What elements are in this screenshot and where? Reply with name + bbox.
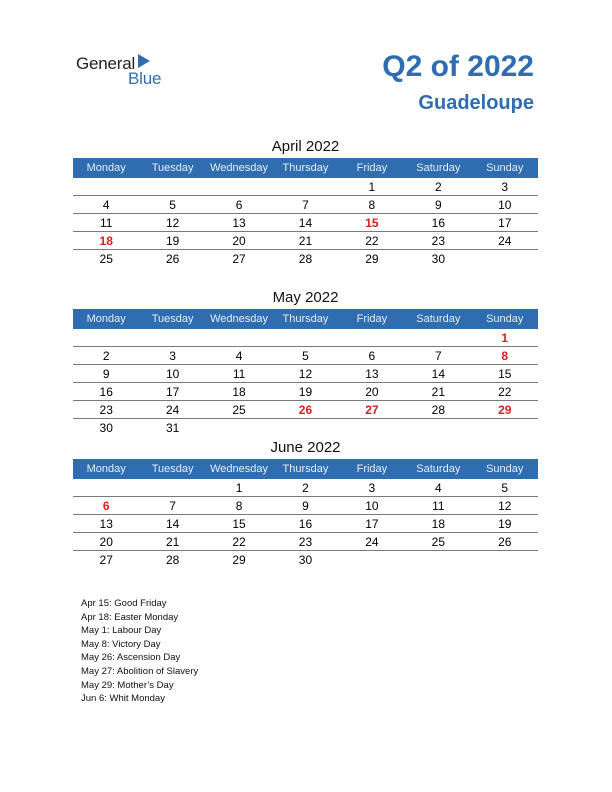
day-cell: 12 (165, 216, 180, 230)
day-cell: 29 (232, 553, 246, 567)
weekday-label: Thursday (282, 162, 329, 174)
day-cell: 6 (368, 349, 376, 363)
weekday-label: Tuesday (151, 313, 194, 325)
day-cell (339, 551, 405, 568)
weekday-label: Friday (356, 313, 388, 325)
logo-general-text: General (76, 54, 136, 73)
weekday-label: Wednesday (210, 313, 268, 325)
day-cell: 2 (302, 481, 309, 495)
day-cell: 24 (165, 403, 180, 417)
day-cell: 22 (498, 385, 512, 399)
week-row (73, 497, 538, 515)
day-cell: 2 (434, 180, 442, 194)
day-cell: 5 (501, 481, 509, 495)
day-cell: 28 (165, 553, 180, 567)
day-cell: 1 (235, 481, 243, 495)
month-june (73, 437, 538, 568)
day-cell (139, 329, 205, 346)
week-row (73, 329, 538, 347)
day-cell: 10 (165, 367, 180, 381)
day-cell: 30 (298, 553, 313, 567)
day-cell: 12 (298, 367, 313, 381)
day-cell (272, 329, 338, 346)
weekday-label: Wednesday (210, 162, 268, 174)
weekday-label: Monday (86, 463, 126, 475)
day-cell (206, 329, 272, 346)
day-cell: 11 (432, 499, 445, 513)
weekday-label: Sunday (486, 313, 524, 325)
day-cell: 23 (298, 535, 313, 549)
day-cell: 7 (169, 499, 176, 513)
holiday-item: May 27: Abolition of Slavery (81, 665, 199, 677)
weekday-header (73, 309, 538, 329)
day-cell (139, 178, 205, 195)
day-cell: 16 (298, 517, 313, 531)
day-cell: 30 (99, 421, 113, 435)
day-cell: 19 (165, 234, 180, 248)
week-row (73, 196, 538, 214)
holiday-item: Apr 15: Good Friday (81, 598, 167, 609)
day-cell: 8 (368, 198, 376, 212)
holiday-day-cell: 29 (498, 403, 512, 417)
day-cell: 18 (232, 385, 246, 399)
holiday-item: Apr 18: Easter Monday (81, 611, 179, 623)
week-row (73, 533, 538, 551)
week-row (73, 214, 538, 232)
day-cell (272, 178, 338, 195)
holiday-day-cell: 18 (99, 234, 113, 248)
day-cell: 13 (99, 517, 113, 531)
day-cell: 19 (298, 385, 313, 399)
weekday-label: Tuesday (151, 162, 194, 174)
weekday-label: Saturday (416, 463, 461, 475)
day-cell: 10 (365, 499, 379, 513)
day-cell: 27 (232, 252, 246, 266)
day-cell: 5 (302, 349, 309, 363)
day-cell (73, 178, 139, 195)
day-cell: 31 (165, 421, 180, 435)
day-cell: 24 (365, 535, 379, 549)
generalblue-logo (76, 54, 176, 88)
weekday-label: Wednesday (210, 463, 268, 475)
holiday-item: May 8: Victory Day (81, 638, 161, 650)
weekday-label: Saturday (416, 162, 461, 174)
day-cell: 20 (99, 535, 113, 549)
day-cell: 21 (431, 385, 445, 399)
month-april (73, 136, 538, 267)
week-row (73, 515, 538, 533)
day-cell: 27 (99, 553, 113, 567)
day-cell: 17 (365, 517, 379, 531)
logo-blue-text: Blue (128, 69, 162, 88)
weekday-label: Monday (86, 162, 126, 174)
week-row (73, 178, 538, 196)
day-cell: 29 (365, 252, 379, 266)
holiday-list (81, 597, 198, 706)
day-cell: 2 (102, 349, 110, 363)
day-cell (73, 329, 139, 346)
weekday-label: Sunday (486, 162, 524, 174)
day-cell: 19 (498, 517, 512, 531)
day-cell: 14 (298, 216, 313, 230)
day-cell: 7 (434, 349, 442, 363)
holiday-day-cell: 1 (501, 331, 509, 345)
weekday-label: Thursday (282, 313, 329, 325)
day-cell: 20 (365, 385, 379, 399)
month-title: June 2022 (270, 439, 341, 456)
weekday-label: Friday (356, 162, 388, 174)
week-row (73, 232, 538, 250)
day-cell: 13 (365, 367, 379, 381)
holiday-item: May 1: Labour Day (81, 625, 162, 637)
weekday-label: Monday (86, 313, 126, 325)
week-row (73, 419, 538, 436)
day-cell: 4 (102, 198, 110, 212)
day-cell: 4 (434, 481, 442, 495)
week-row (73, 401, 538, 419)
day-cell: 30 (431, 252, 445, 266)
day-cell: 24 (498, 234, 512, 248)
day-cell: 22 (365, 234, 379, 248)
day-cell: 3 (501, 180, 509, 194)
day-cell: 26 (498, 535, 512, 549)
day-cell: 22 (232, 535, 246, 549)
holiday-item: Jun 6: Whit Monday (81, 693, 165, 705)
day-cell (272, 419, 338, 436)
day-cell (472, 250, 538, 267)
day-cell (339, 329, 405, 346)
day-cell (472, 419, 538, 436)
day-cell: 16 (99, 385, 113, 399)
day-cell (339, 419, 405, 436)
weekday-label: Saturday (416, 313, 461, 325)
weekday-label: Friday (356, 463, 388, 475)
day-cell: 9 (434, 198, 442, 212)
day-cell: 20 (232, 234, 246, 248)
page-title: Q2 of 2022 (382, 50, 534, 83)
day-cell (405, 329, 471, 346)
day-cell (139, 479, 205, 496)
week-row (73, 365, 538, 383)
day-cell: 26 (165, 252, 180, 266)
day-cell: 7 (302, 198, 309, 212)
week-row (73, 479, 538, 497)
day-cell: 14 (165, 517, 180, 531)
day-cell: 11 (99, 216, 113, 230)
day-cell: 23 (99, 403, 113, 417)
month-title: April 2022 (271, 138, 340, 155)
day-cell: 25 (232, 403, 246, 417)
day-cell: 17 (498, 216, 512, 230)
weekday-header (73, 158, 538, 178)
holiday-day-cell: 6 (102, 499, 110, 513)
page-subtitle: Guadeloupe (418, 92, 534, 114)
day-cell (206, 419, 272, 436)
day-cell: 9 (102, 367, 110, 381)
week-row (73, 347, 538, 365)
day-cell (405, 551, 471, 568)
day-cell: 1 (368, 180, 376, 194)
logo-flag-icon (138, 54, 150, 68)
day-cell: 16 (431, 216, 445, 230)
day-cell (73, 479, 139, 496)
weekday-label: Tuesday (151, 463, 194, 475)
day-cell (405, 419, 471, 436)
month-may (73, 287, 538, 436)
day-cell: 17 (165, 385, 180, 399)
day-cell: 10 (498, 198, 512, 212)
day-cell (472, 551, 538, 568)
day-cell: 25 (431, 535, 445, 549)
day-cell: 18 (431, 517, 445, 531)
day-cell: 25 (99, 252, 113, 266)
day-cell: 5 (169, 198, 176, 212)
day-cell (206, 178, 272, 195)
day-cell: 4 (235, 349, 243, 363)
day-cell: 28 (298, 252, 313, 266)
week-row (73, 383, 538, 401)
day-cell: 23 (431, 234, 445, 248)
day-cell: 14 (431, 367, 445, 381)
day-cell: 6 (235, 198, 243, 212)
holiday-item: May 26: Ascension Day (81, 652, 181, 664)
weekday-label: Thursday (282, 463, 329, 475)
day-cell: 13 (232, 216, 246, 230)
day-cell: 15 (232, 517, 246, 531)
day-cell: 9 (302, 499, 309, 513)
holiday-day-cell: 26 (298, 403, 313, 417)
holiday-day-cell: 27 (365, 403, 379, 417)
holiday-item: May 29: Mother’s Day (81, 679, 174, 691)
holiday-day-cell: 15 (365, 216, 379, 230)
week-row (73, 551, 538, 568)
day-cell: 21 (165, 535, 180, 549)
day-cell: 3 (169, 349, 176, 363)
day-cell: 11 (232, 367, 246, 381)
week-row (73, 250, 538, 267)
day-cell: 3 (368, 481, 376, 495)
day-cell: 12 (498, 499, 512, 513)
day-cell: 8 (235, 499, 243, 513)
day-cell: 21 (298, 234, 313, 248)
day-cell: 15 (498, 367, 512, 381)
weekday-label: Sunday (486, 463, 524, 475)
weekday-header (73, 459, 538, 479)
holiday-day-cell: 8 (501, 349, 509, 363)
month-title: May 2022 (272, 289, 339, 306)
day-cell: 28 (431, 403, 445, 417)
